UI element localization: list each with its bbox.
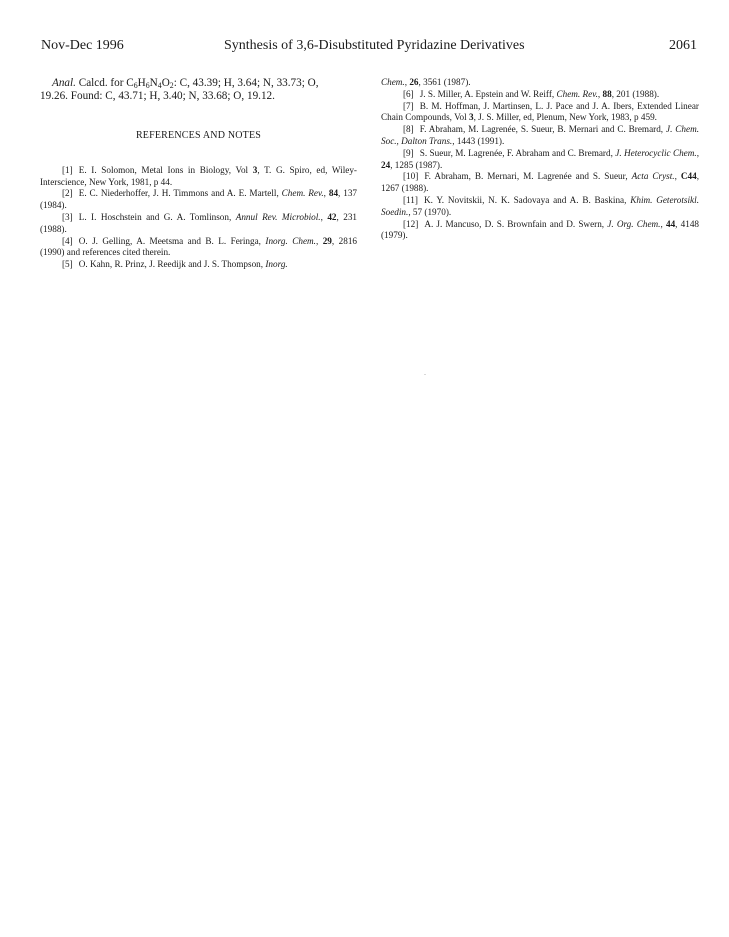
formula-element: H (137, 77, 146, 89)
text-run: F. Abraham, B. Mernari, M. Lagrenée and S. Sueur, (424, 171, 632, 182)
reference-number: [2] (62, 188, 73, 199)
references-list-right (381, 89, 699, 242)
reference-number: [3] (62, 211, 73, 222)
italic-text: Chem. (381, 77, 405, 87)
italic-text: Inorg. (265, 259, 288, 270)
reference-item (40, 236, 357, 260)
analysis-line (40, 77, 357, 90)
text-run: , J. S. Miller, ed, Plenum, New York, 1983, p 459. (473, 112, 657, 123)
bold-text: 26 (409, 77, 419, 87)
text-run: A. J. Mancuso, D. S. Brownfain and D. Swern, (424, 218, 608, 229)
reference-number: [1] (62, 164, 73, 175)
right-column (381, 77, 699, 242)
reference-item (40, 188, 357, 212)
italic-text: J. Org. Chem. (607, 218, 661, 229)
left-column (40, 77, 357, 271)
text-run: , 201 (1988). (611, 88, 660, 99)
bold-text: 3 (468, 112, 474, 123)
text-run: , 4148 (1979). (381, 218, 700, 241)
reference-item (381, 195, 699, 219)
reference-number: [5] (62, 259, 73, 270)
text-run: , 1443 (1991). (452, 135, 505, 146)
text-run: , (597, 88, 603, 99)
text-run: , T. G. Spiro, ed, Wiley-Interscience, New York, 1981, p 44. (40, 164, 357, 187)
bold-text: 24 (381, 159, 391, 170)
formula-subscript: 6 (145, 81, 150, 90)
reference-number: [4] (62, 235, 73, 246)
text-run: , 3561 (1987). (418, 77, 471, 87)
text-run: O. Kahn, R. Prinz, J. Reedijk and J. S. Thompson, (78, 259, 266, 270)
formula-subscript: 6 (133, 81, 138, 90)
text-run: S. Sueur, M. Lagrenée, F. Abraham and C. Bremard, (419, 147, 616, 158)
text-run: O. J. Gelling, A. Meetsma and B. L. Feringa, (78, 235, 266, 246)
formula-subscript: 4 (157, 81, 162, 90)
text-run: J. S. Miller, A. Epstein and W. Reiff, (419, 88, 557, 99)
italic-text: Inorg. Chem. (265, 235, 316, 246)
reference-item (381, 89, 699, 101)
italic-text: J. Heterocyclic Chem. (615, 147, 697, 158)
text-run: , (660, 218, 666, 229)
reference-item (40, 212, 357, 236)
italic-text: Chem. Rev. (281, 188, 324, 199)
calcd-prefix: Calcd. for C (78, 77, 134, 89)
elemental-analysis (40, 77, 357, 103)
text-run: , 1267 (1988). (381, 171, 699, 194)
text-run: , 2816 (1990) and references cited therein. (40, 235, 358, 258)
reference-number: [7] (403, 100, 414, 111)
italic-text: Chem. Rev. (556, 88, 598, 99)
text-run: L. I. Hoschstein and G. A. Tomlinson, (78, 211, 236, 222)
analysis-label: Anal. (52, 77, 76, 89)
text-run: , (320, 211, 328, 222)
text-run: , 137 (1984). (40, 188, 357, 211)
italic-text: Acta Cryst. (631, 171, 675, 182)
text-run: , (315, 235, 323, 246)
italic-text: J. Chem. Soc., Dalton Trans. (381, 124, 699, 146)
reference-item (40, 165, 357, 189)
reference-5-continuation (381, 77, 699, 89)
reference-number: [10] (403, 171, 419, 182)
speck (424, 374, 426, 375)
text-run: K. Y. Novitskii, N. K. Sadovaya and A. B. Baskina, (423, 194, 631, 205)
italic-text: Khim. Geterotsikl. Soedin. (381, 194, 699, 217)
reference-number: [6] (403, 88, 414, 99)
molecular-formula (134, 77, 174, 89)
text-run: E. I. Solomon, Metal Ions in Biology, Vol (78, 164, 253, 175)
reference-item (40, 259, 357, 271)
formula-subscript: 2 (169, 81, 174, 90)
reference-item (381, 219, 699, 243)
bold-text: 84 (328, 188, 339, 199)
reference-number: [9] (403, 147, 414, 158)
reference-number: [8] (403, 124, 414, 135)
references-heading: REFERENCES AND NOTES (135, 130, 262, 141)
italic-text: Annul Rev. Microbiol. (235, 211, 321, 222)
bold-text: 3 (252, 164, 258, 175)
reference-item (381, 101, 699, 125)
text-run: , 57 (1970). (408, 206, 452, 217)
text-run: , (674, 171, 681, 182)
text-run: , 1285 (1987). (390, 159, 443, 170)
formula-element: O (161, 77, 170, 89)
bold-text: 29 (322, 235, 332, 246)
text-run: , (323, 188, 329, 199)
text-run: F. Abraham, M. Lagrenée, S. Sueur, B. Mernari and C. Bremard, (419, 124, 666, 135)
text-run: , 231 (1988). (40, 211, 358, 234)
issue-date: Nov-Dec 1996 (41, 38, 124, 53)
reference-number: [12] (403, 218, 419, 229)
text-run: E. C. Niederhoffer, J. H. Timmons and A. E. Martell, (78, 188, 282, 199)
analysis-found: 19.26. Found: C, 43.71; H, 3.40; N, 33.68; O, 19.12. (40, 90, 275, 102)
reference-item (381, 148, 699, 172)
reference-item (381, 171, 699, 195)
calcd-values: : C, 43.39; H, 3.64; N, 33.73; O, (173, 77, 319, 89)
bold-text: 44 (665, 218, 676, 229)
reference-item (381, 124, 699, 148)
formula-element: N (149, 77, 158, 89)
text-run: , (696, 147, 699, 158)
reference-number: [11] (403, 194, 418, 205)
text-run: B. M. Hoffman, J. Martinsen, L. J. Pace and J. A. Ibers, Extended Linear Chain Compounds, Vol (381, 100, 699, 123)
page-number: 2061 (669, 38, 697, 53)
bold-text: C44 (680, 171, 697, 182)
running-title: Synthesis of 3,6-Disubstituted Pyridazine Derivatives (224, 38, 525, 53)
bold-text: 42 (327, 211, 337, 222)
bold-text: 88 (602, 88, 612, 99)
page-header (0, 38, 729, 60)
text-run: , (404, 77, 410, 87)
references-list-left (40, 165, 357, 271)
